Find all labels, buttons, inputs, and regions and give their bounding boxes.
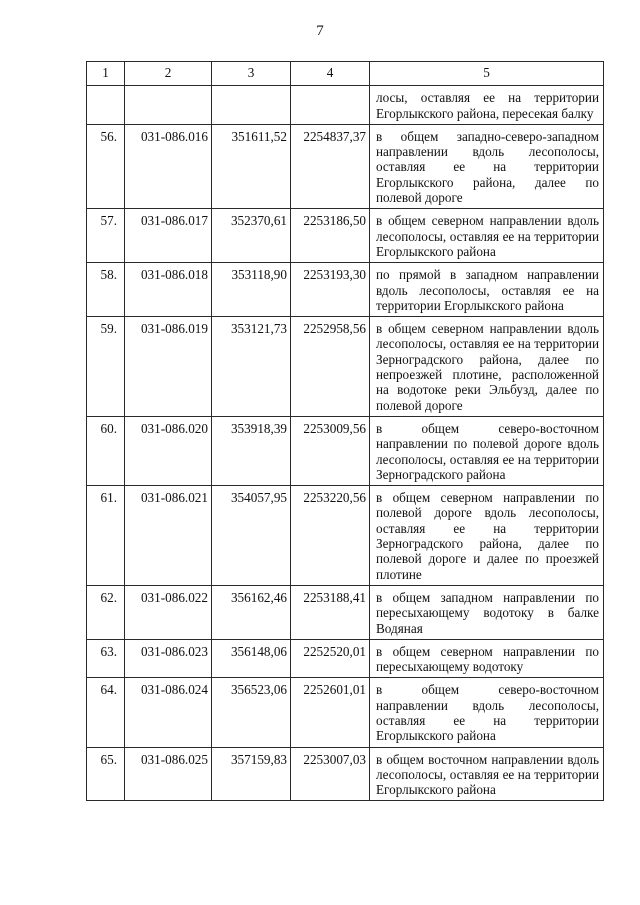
- y-coordinate: 2253007,03: [291, 747, 370, 801]
- point-code: 031-086.024: [125, 678, 212, 747]
- table-row: [87, 678, 604, 747]
- table-header-row: [87, 62, 604, 86]
- table-row: [87, 486, 604, 586]
- boundary-points-table: [86, 61, 604, 801]
- point-code: 031-086.017: [125, 209, 212, 263]
- x-coordinate: 351611,52: [212, 124, 291, 208]
- boundary-description: в общем северо-восточном направлении вдоль лесополосы, оставляя ее на территории Егорлыкского района: [370, 678, 604, 747]
- y-coordinate: 2253188,41: [291, 585, 370, 639]
- x-coordinate: 357159,83: [212, 747, 291, 801]
- point-code: 031-086.018: [125, 263, 212, 317]
- column-header-1: 1: [87, 62, 125, 86]
- x-coordinate: 352370,61: [212, 209, 291, 263]
- row-number: 61.: [87, 486, 125, 586]
- point-code: 031-086.023: [125, 639, 212, 678]
- row-number: 63.: [87, 639, 125, 678]
- empty-cell: [87, 86, 125, 125]
- y-coordinate: 2252601,01: [291, 678, 370, 747]
- boundary-description: в общем северном направлении вдоль лесополосы, оставляя ее на территории Зерноградского района, далее по непроезжей плотине, расположенной на водотоке реки Эльбузд, далее по полевой дороге: [370, 317, 604, 417]
- boundary-description: по прямой в западном направлении вдоль лесополосы, оставляя ее на территории Егорлыкского района: [370, 263, 604, 317]
- x-coordinate: 356148,06: [212, 639, 291, 678]
- column-header-2: 2: [125, 62, 212, 86]
- boundary-description: в общем северном направлении по пересыхающему водотоку: [370, 639, 604, 678]
- row-number: 56.: [87, 124, 125, 208]
- continuation-description: лосы, оставляя ее на территории Егорлыкского района, пересекая балку: [370, 86, 604, 125]
- point-code: 031-086.021: [125, 486, 212, 586]
- point-code: 031-086.016: [125, 124, 212, 208]
- column-header-5: 5: [370, 62, 604, 86]
- row-number: 64.: [87, 678, 125, 747]
- row-number: 57.: [87, 209, 125, 263]
- continuation-row: [87, 86, 604, 125]
- row-number: 59.: [87, 317, 125, 417]
- table-row: [87, 747, 604, 801]
- y-coordinate: 2254837,37: [291, 124, 370, 208]
- x-coordinate: 354057,95: [212, 486, 291, 586]
- boundary-description: в общем северном направлении вдоль лесополосы, оставляя ее на территории Егорлыкского района: [370, 209, 604, 263]
- table-row: [87, 209, 604, 263]
- table-row: [87, 263, 604, 317]
- x-coordinate: 356523,06: [212, 678, 291, 747]
- x-coordinate: 353118,90: [212, 263, 291, 317]
- column-header-4: 4: [291, 62, 370, 86]
- empty-cell: [212, 86, 291, 125]
- table-row: [87, 585, 604, 639]
- row-number: 58.: [87, 263, 125, 317]
- y-coordinate: 2253220,56: [291, 486, 370, 586]
- boundary-description: в общем западно-северо-западном направлении вдоль лесополосы, оставляя ее на территории Егорлыкского района, далее по полевой дороге: [370, 124, 604, 208]
- row-number: 60.: [87, 416, 125, 485]
- empty-cell: [291, 86, 370, 125]
- boundary-description: в общем западном направлении по пересыхающему водотоку в балке Водяная: [370, 585, 604, 639]
- point-code: 031-086.019: [125, 317, 212, 417]
- table-row: [87, 639, 604, 678]
- table-row: [87, 317, 604, 417]
- table-row: [87, 416, 604, 485]
- point-code: 031-086.022: [125, 585, 212, 639]
- y-coordinate: 2252958,56: [291, 317, 370, 417]
- row-number: 62.: [87, 585, 125, 639]
- page-number: 7: [316, 23, 324, 39]
- column-header-3: 3: [212, 62, 291, 86]
- x-coordinate: 353918,39: [212, 416, 291, 485]
- y-coordinate: 2253186,50: [291, 209, 370, 263]
- x-coordinate: 356162,46: [212, 585, 291, 639]
- boundary-description: в общем северо-восточном направлении по полевой дороге вдоль лесополосы, оставляя ее на территории Зерноградского района: [370, 416, 604, 485]
- y-coordinate: 2253009,56: [291, 416, 370, 485]
- row-number: 65.: [87, 747, 125, 801]
- x-coordinate: 353121,73: [212, 317, 291, 417]
- y-coordinate: 2253193,30: [291, 263, 370, 317]
- boundary-description: в общем северном направлении по полевой дороге вдоль лесополосы, оставляя ее на территории Зерноградского района, далее по полевой дороге и далее по проезжей плотине: [370, 486, 604, 586]
- y-coordinate: 2252520,01: [291, 639, 370, 678]
- empty-cell: [125, 86, 212, 125]
- boundary-description: в общем восточном направлении вдоль лесополосы, оставляя ее на территории Егорлыкского района: [370, 747, 604, 801]
- table-row: [87, 124, 604, 208]
- point-code: 031-086.020: [125, 416, 212, 485]
- point-code: 031-086.025: [125, 747, 212, 801]
